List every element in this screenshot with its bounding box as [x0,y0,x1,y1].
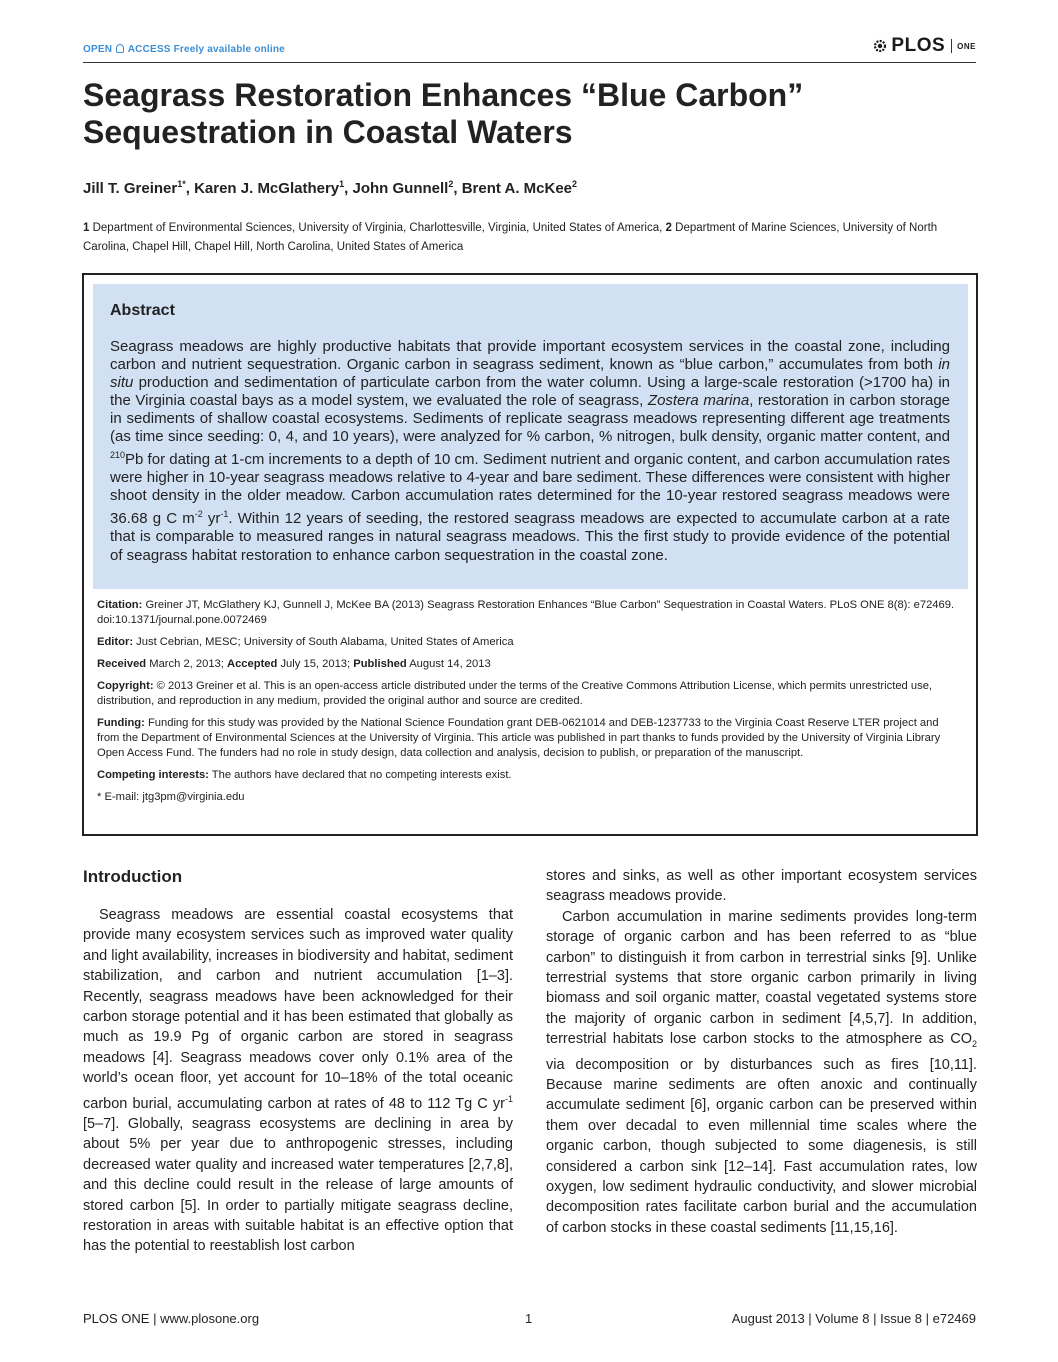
author-name: Jill T. Greiner [83,180,178,197]
abstract-fragment: , restoration in carbon storage in sediments of shallow coastal ecosystems. Sediments of replicate seagrass meadows representing different age treatments (as time since seeding: 0, 4, and 10 years), were analyzed for % carbon, % nitrogen, bulk density, organic matter content, and [110,392,951,446]
journal-logo [872,35,976,57]
meta-value: March 2, 2013; [146,657,227,670]
abstract-fragment: yr [202,510,221,528]
open-access-prefix: OPEN [83,44,113,55]
author-affiliation-mark: 1 [339,179,345,189]
journal-subname: ONE [957,41,976,51]
contact-email: * E-mail: jtg3pm@virginia.edu [97,790,245,803]
meta-value: Greiner JT, McGlathery KJ, Gunnell J, McKee BA (2013) Seagrass Restoration Enhances “Blue Carbon” Sequestration in Coastal Waters. PLoS ONE 8(8): e72469. doi:10.1371/journal.pone.0072469 [97,599,955,627]
body-column-left [83,905,513,1257]
abstract-text [110,338,950,565]
abstract-italic: in situ [110,356,950,392]
abstract-fragment: production and sedimentation of particulate carbon from the water column. Using a large-scale restoration (>1700 ha) in the Virginia coastal bays as a model system, we evaluated the role of seagrass, [110,374,950,410]
footer-issue: August 2013 | Volume 8 | Issue 8 | e72469 [731,1311,976,1326]
author-affiliation-mark: 2 [448,179,454,189]
article-metadata [97,598,959,812]
paragraph [83,905,513,1257]
affiliation-number: 2 [665,222,672,234]
copyright [97,679,959,710]
superscript: -1 [504,1093,513,1104]
meta-value: © 2013 Greiner et al. This is an open-access article distributed under the terms of the Creative Commons Attribution License, which permits unrestricted use, distribution, and reproduction in any medium, provided the original author and source are credited. [97,679,933,707]
meta-value: The authors have declared that no competing interests exist. [208,769,512,782]
meta-label: Received [97,657,147,670]
plos-gear-icon [872,38,888,54]
meta-label: Citation: [97,599,143,611]
text-fragment: Carbon accumulation in marine sediments provides long-term storage of organic carbon and has been referred to as “blue carbon” to distinguish it from carbon in terrestrial sinks [9]. Unlike terrestrial systems that store organic carbon primarily in living biomass and soil organic matter, coastal vegetated systems store the majority of organic carbon in sediment [4,5,7]. In addition, terrestrial habitats lose carbon stocks to the atmosphere as CO [546,908,977,1048]
editor [97,635,959,650]
affiliation-text: Department of Marine Sciences, University of North Carolina, Chapel Hill, Chapel Hill, North Carolina, United States of America [83,222,938,253]
abstract-fragment: Seagrass meadows are highly productive habitats that provide important ecosystem services in the coastal zone, including carbon and nutrient sequestration. Organic carbon in seagrass sediment, known as “blue carbon,” accumulates from both [110,338,950,374]
meta-value: August 14, 2013 [406,657,491,670]
funding [97,716,959,762]
author-list: Jill T. Greiner$^{1*}$, Karen J. McGlathery$^1$, John Gunnell$^2$, Brent A. McKee$^2$ [83,179,578,197]
affiliations [83,219,977,257]
meta-value: Just Cebrian, MESC; University of South Alabama, United States of America [133,636,514,649]
text-fragment: Seagrass meadows are essential coastal ecosystems that provide many ecosystem services such as improved water quality and light availability, increases in biodiversity and habitat, sediment stabilization, and carbon and nutrient accumulation [1–3]. Recently, seagrass meadows have been acknowledged for their carbon storage potential and it has been estimated that globally as much as 19.9 Pg of organic carbon are stored in seagrass meadows [4]. Seagrass meadows cover only 0.1% area of the world’s ocean floor, yet account for 10–18% of the total oceanic carbon burial, accumulating carbon at rates of 48 to 112 Tg C yr [83,907,513,1112]
page-number: 1 [525,1311,533,1326]
meta-label: Copyright: [97,679,154,692]
abstract-superscript: -1 [220,509,229,520]
abstract-italic: Zostera marina [647,392,750,410]
citation [97,598,959,629]
meta-label: Editor: [97,636,134,649]
journal-name: PLOS [891,35,946,56]
meta-label: Funding: [97,716,145,729]
author-name: Brent A. McKee [461,180,573,197]
meta-label: Accepted [226,657,278,670]
author-name: John Gunnell [352,180,449,197]
text-fragment: via decomposition or by disturbances such as fires [10,11]. Because marine sediments are often anoxic and continually accumulate sediment [6], organic carbon can be preserved within them over decadal to even millennial time scales where the organic carbon, though subjected to some diagenesis, is still considered a carbon sink [12–14]. Fast accumulation rates, low oxygen, low sediment hydraulic conductivity, and slower microbial decomposition rates facilitate carbon burial and the accumulation of carbon stocks in these coastal sediments [11,15,16]. [546,1056,977,1236]
paragraph: stores and sinks, as well as other important ecosystem services seagrass meadows provide. [546,868,977,905]
affiliation-number: 1 [83,222,90,234]
subscript: 2 [971,1039,977,1050]
author-name: Karen J. McGlathery [194,180,340,197]
abstract-fragment: . Within 12 years of seeding, the restored seagrass meadows are expected to accumulate carbon at a rate that is comparable to measured ranges in natural seagrass meadows. This the first study to provide evidence of the potential of seagrass habitat restoration to enhance carbon sequestration in the coastal zone. [110,510,950,564]
meta-value: July 15, 2013; [277,657,354,670]
header-rule [83,62,976,63]
open-access-suffix: ACCESS Freely available online [127,44,285,55]
competing-interests [97,768,959,783]
abstract-fragment: Pb for dating at 1-cm increments to a depth of 10 cm. Sediment nutrient and organic content, and carbon accumulation rates were higher in 10-year seagrass meadows relative to 4-year and bare sediment. These differences were consistent with higher shoot density in the older meadow. Carbon accumulation rates determined for the 10-year restored seagrass meadows were 36.68 g C m [110,451,950,528]
open-access-label [83,44,285,55]
abstract-superscript: 210 [110,450,126,461]
text-fragment: [5–7]. Globally, seagrass ecosystems are declining in area by about 5% per year due to anthropogenic stresses, including decreased water quality and increased water temperatures [2,7,8], and this decline could result in the release of large amounts of stored carbon [5]. In order to partially mitigate seagrass decline, restoration in areas with suitable habitat is an effective option that has the potential to reestablish lost carbon [83,1115,513,1255]
author-affiliation-mark: 1* [177,179,186,189]
meta-label: Published [353,657,407,670]
section-heading: Introduction [83,867,183,886]
abstract-heading: Abstract [110,302,175,319]
abstract-superscript: -2 [194,509,203,520]
open-access-lock-icon [116,44,124,53]
meta-label: Competing interests: [97,769,209,782]
author-affiliation-mark: 2 [572,179,578,189]
logo-separator [951,39,952,53]
paragraph [546,907,977,1238]
meta-value: Funding for this study was provided by the National Science Foundation grant DEB-0621014 and DEB-1237733 to the Virginia Coast Reserve LTER project and from the Department of Environmental Sciences at the University of Virginia. This article was published in part thanks to funds provided by the University of Virginia Library Open Access Fund. The funders had no role in study design, data collection and analysis, decision to publish, or preparation of the manuscript. [97,716,941,760]
article-title: Seagrass Restoration Enhances “Blue Carbon” Sequestration in Coastal Waters [83,77,804,150]
affiliation-text: Department of Environmental Sciences, University of Virginia, Charlottesville, Virginia, United States of America, [89,222,666,234]
dates [97,657,959,672]
body-column-right [546,866,977,1238]
footer-journal: PLOS ONE | www.plosone.org [83,1311,260,1326]
